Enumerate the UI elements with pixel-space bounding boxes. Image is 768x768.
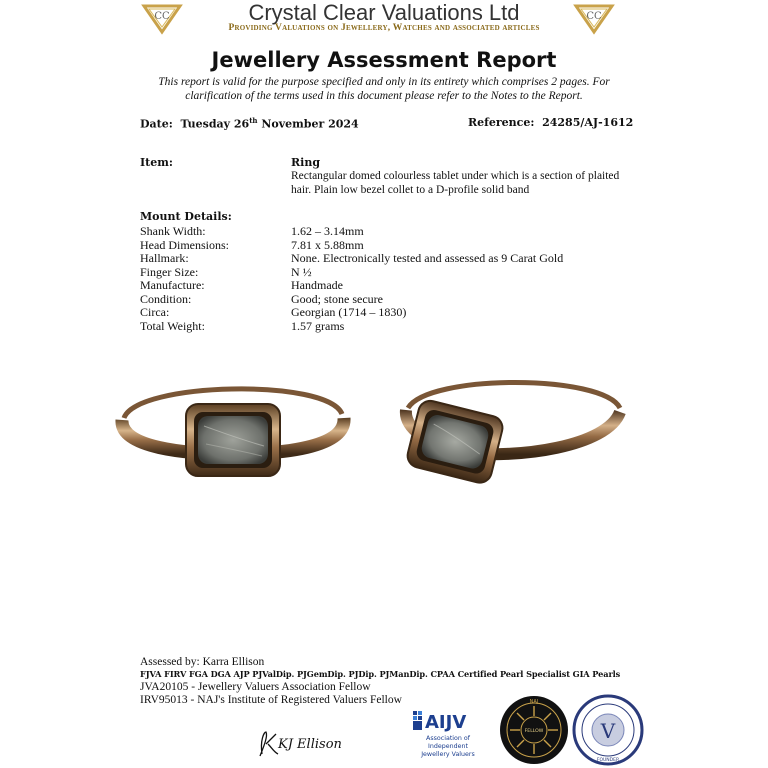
membership-irv: IRV95013 - NAJ's Institute of Registered Valuers Fellow	[140, 694, 402, 706]
naj-top-text: NAJ	[529, 699, 539, 705]
mount-details-heading: Mount Details:	[140, 210, 232, 223]
mount-row-label: Hallmark:	[140, 251, 189, 265]
aijv-logo-icon	[408, 708, 488, 764]
signature-text: KJ Ellison	[278, 737, 342, 752]
mount-row-label: Condition:	[140, 291, 192, 306]
ring-photo-angled	[398, 368, 632, 488]
mount-row-value: N ½	[291, 264, 312, 279]
logo-initials-left: CC	[154, 11, 170, 22]
jva-founder-badge	[572, 694, 644, 766]
jva-bottom-text: FOUNDER	[596, 758, 620, 763]
mount-row-value: None. Electronically tested and assessed as 9 Carat Gold	[291, 251, 564, 265]
company-tagline: Providing Valuations on Jewellery, Watches and associated articles	[228, 23, 540, 33]
mount-row-label: Finger Size:	[140, 264, 199, 279]
mount-row-value: Georgian (1714 – 1830)	[291, 305, 407, 319]
report-intro: This report is valid for the purpose specified and only in its entirety which comprises 2 pages. For clarification of the terms used in this document please refer to the Notes to the Report.	[158, 76, 610, 102]
date-value-rest: November 2024	[257, 117, 359, 131]
date-label: Date:	[140, 117, 173, 131]
mount-row-label: Manufacture:	[140, 278, 205, 292]
logo-initials-right: CC	[586, 11, 602, 22]
report-reference	[468, 116, 633, 129]
mount-row-value: 7.81 x 5.88mm	[291, 237, 364, 252]
assessor-qualifications: FJVA FIRV FGA DGA AJP PJValDip. PJGemDip. PJDip. PJManDip. CPAA Certified Pearl Specialist GIA Pearls	[140, 669, 621, 679]
aijv-line-3: Jewellery Valuers	[421, 751, 475, 758]
assessed-by: Assessed by: Karra Ellison	[140, 656, 265, 668]
ring-photo-front	[116, 368, 350, 488]
naj-center-text: FELLOW	[524, 729, 544, 734]
mount-row-value: Handmade	[291, 278, 343, 292]
mount-row-value: 1.62 – 3.14mm	[291, 224, 364, 238]
membership-jva: JVA20105 - Jewellery Valuers Association Fellow	[140, 681, 371, 693]
reference-value: 24285/AJ-1612	[542, 116, 634, 129]
aijv-badge	[408, 708, 488, 764]
naj-fellow-badge	[498, 694, 570, 766]
mount-row-value: Good; stone secure	[291, 291, 383, 306]
aijv-name: AIJV	[425, 712, 467, 733]
aijv-line-1: Association of	[426, 735, 470, 742]
mount-row-label: Shank Width:	[140, 224, 206, 238]
signature	[256, 726, 342, 760]
item-label: Item:	[140, 156, 173, 169]
date-ordinal: th	[249, 116, 258, 125]
mount-row-value: 1.57 grams	[291, 318, 345, 333]
mount-row-label: Circa:	[140, 305, 170, 319]
reference-label: Reference:	[468, 116, 535, 129]
date-value-prefix: Tuesday 26	[180, 117, 250, 131]
item-description: Rectangular domed colourless tablet under which is a section of plaited hair. Plain low bezel collet to a D-profile solid band	[291, 170, 620, 196]
report-title: Jewellery Assessment Report	[211, 48, 557, 72]
aijv-line-2: Independent	[428, 743, 468, 750]
item-title: Ring	[291, 156, 321, 169]
company-name: Crystal Clear Valuations Ltd	[248, 0, 520, 25]
report-date	[140, 116, 359, 131]
mount-row-label: Total Weight:	[140, 318, 205, 333]
jva-letter: V	[600, 719, 616, 743]
mount-row-label: Head Dimensions:	[140, 237, 229, 252]
